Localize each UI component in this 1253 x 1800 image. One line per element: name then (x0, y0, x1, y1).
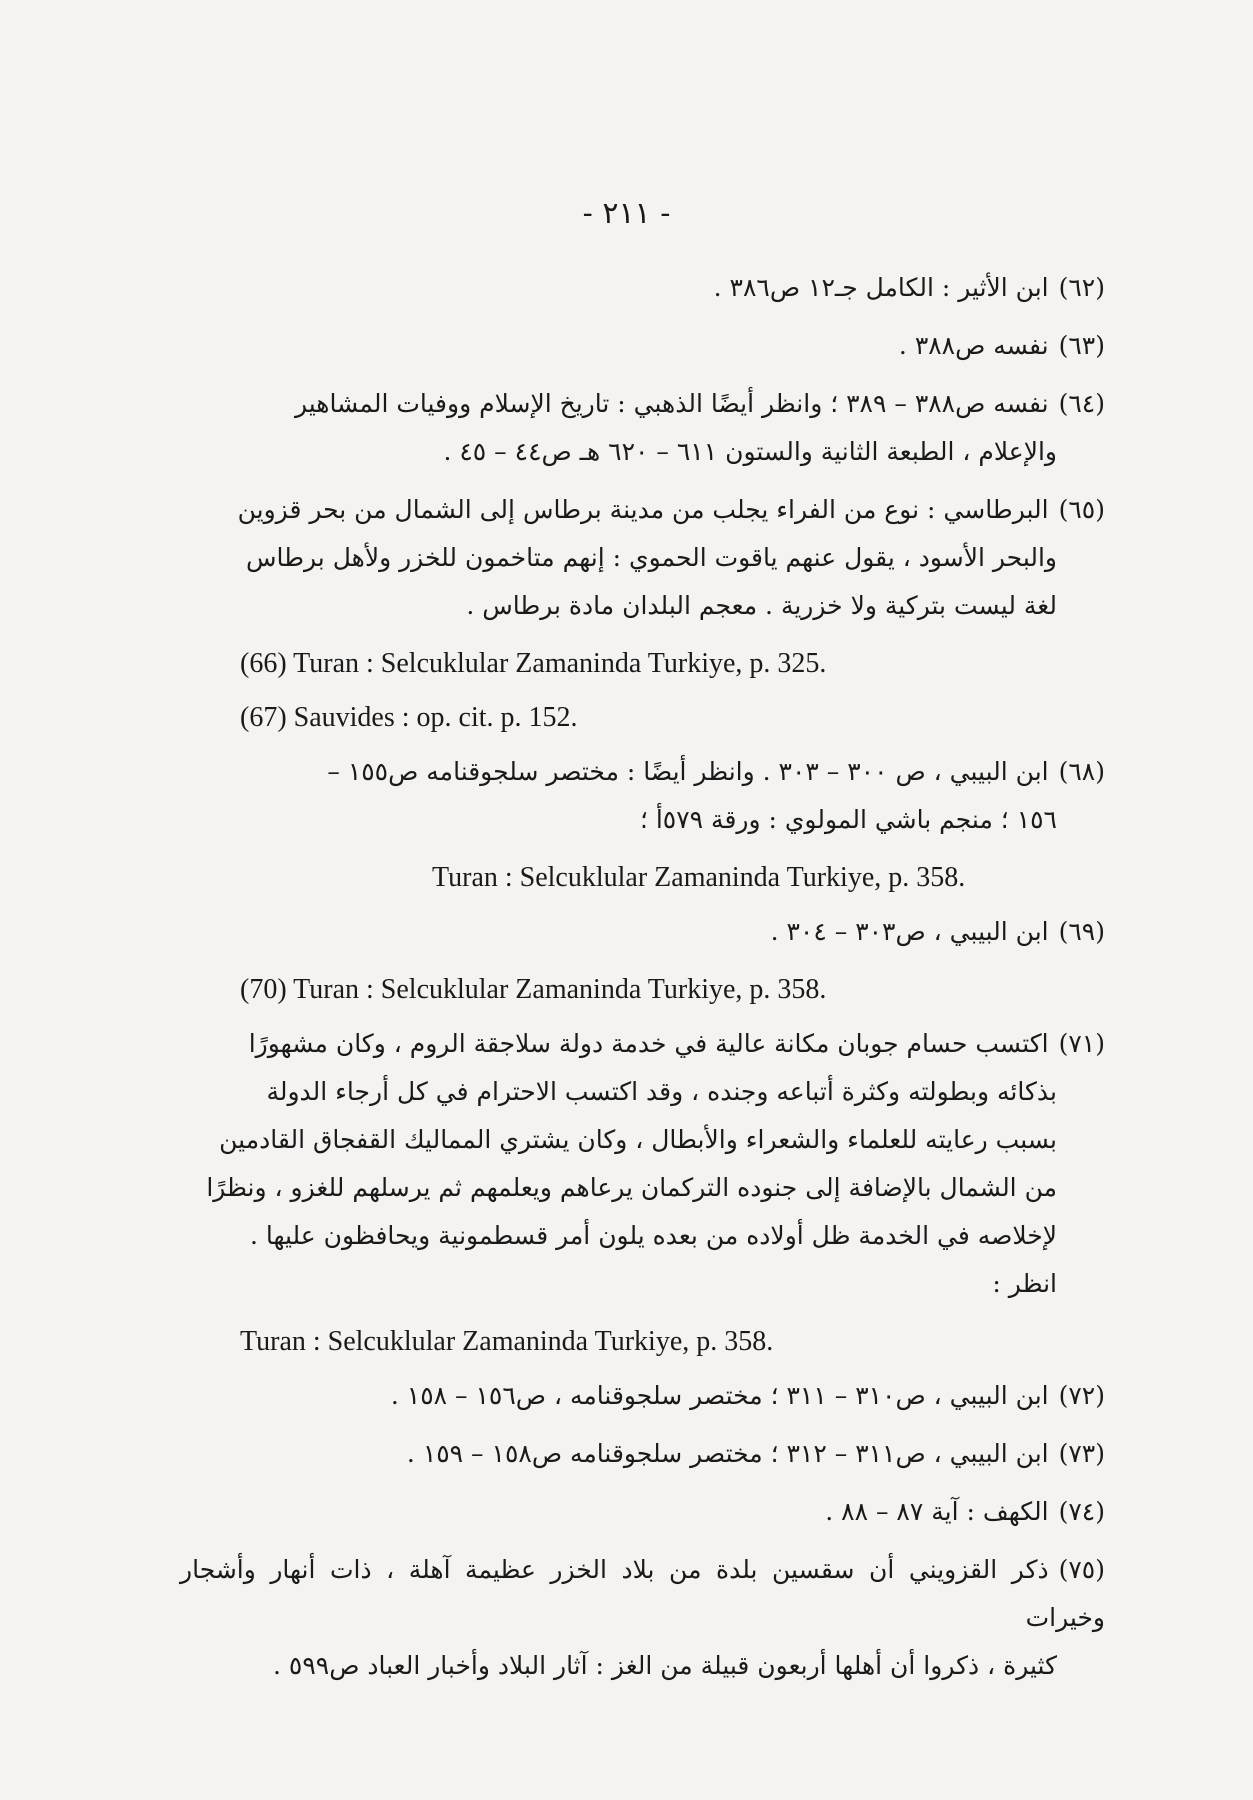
footnote-text: ذكر القزويني أن سقسين بلدة من بلاد الخزر عظيمة آهلة ، ذات أنهار وأشجار وخيرات (180, 1555, 1105, 1632)
footnote-66: (66) Turan : Selcuklular Zamaninda Turkiye, p. 325. (240, 648, 827, 679)
footnote-63 (0, 322, 1253, 370)
footnote-text: بسبب رعايته للعلماء والشعراء والأبطال ، وكان يشتري المماليك القفجاق القادمين (219, 1125, 1057, 1154)
footnote-number: (٧٣) (1058, 1439, 1105, 1468)
footnote-text: من الشمال بالإضافة إلى جنوده التركمان يرعاهم ويعلمهم ثم يرسلهم للغزو ، ونظرًا (206, 1173, 1057, 1202)
footnote-number: (٦٣) (1058, 331, 1105, 360)
footnote-number: (٦٨) (1058, 757, 1105, 786)
footnote-number: (٧٤) (1058, 1497, 1105, 1526)
footnote-number: (٧١) (1058, 1029, 1105, 1058)
footnote-number: (٧٢) (1058, 1381, 1105, 1410)
footnote-67: (67) Sauvides : op. cit. p. 152. (240, 702, 578, 733)
footnote-71-latin-citation: Turan : Selcuklular Zamaninda Turkiye, p. 358. (240, 1326, 774, 1357)
footnote-74 (0, 1488, 1253, 1536)
footnote-number: (٦٢) (1058, 273, 1105, 302)
footnote-text: والإعلام ، الطبعة الثانية والستون ٦١١ – ٦٢٠ هـ ص٤٤ – ٤٥ . (443, 437, 1057, 466)
footnote-75 (0, 1546, 1253, 1690)
footnote-69 (0, 908, 1253, 956)
footnote-text: ابن البيبي ، ص٣٠٣ – ٣٠٤ . (770, 917, 1049, 946)
footnote-text: ابن البيبي ، ص ٣٠٠ – ٣٠٣ . وانظر أيضًا : مختصر سلجوقنامه ص١٥٥ – (327, 757, 1049, 786)
footnote-text: البرطاسي : نوع من الفراء يجلب من مدينة برطاس إلى الشمال من بحر قزوين (237, 495, 1049, 524)
footnotes (0, 258, 1253, 1700)
footnote-text: كثيرة ، ذكروا أن أهلها أربعون قبيلة من الغز : آثار البلاد وأخبار العباد ص٥٩٩ . (273, 1651, 1057, 1680)
footnote-text: ابن الأثير : الكامل جـ١٢ ص٣٨٦ . (713, 273, 1049, 302)
footnote-text: اكتسب حسام جوبان مكانة عالية في خدمة دولة سلاجقة الروم ، وكان مشهورًا (248, 1029, 1049, 1058)
footnote-62 (0, 264, 1253, 312)
footnote-70: (70) Turan : Selcuklular Zamaninda Turkiye, p. 358. (240, 974, 827, 1005)
footnote-number: (٧٥) (1058, 1555, 1105, 1584)
footnote-68 (0, 748, 1253, 844)
footnote-72 (0, 1372, 1253, 1420)
footnote-68-latin-citation: Turan : Selcuklular Zamaninda Turkiye, p. 358. (432, 862, 966, 893)
footnote-71 (0, 1020, 1253, 1308)
footnote-text: لإخلاصه في الخدمة ظل أولاده من بعده يلون أمر قسطمونية ويحافظون عليها . (249, 1221, 1057, 1250)
page-number: - ٢١١ - (582, 196, 671, 231)
footnote-number: (٦٥) (1058, 495, 1105, 524)
footnote-73 (0, 1430, 1253, 1478)
footnote-text: بذكائه وبطولته وكثرة أتباعه وجنده ، وقد اكتسب الاحترام في كل أرجاء الدولة (266, 1077, 1057, 1106)
footnote-text: ابن البيبي ، ص٣١١ – ٣١٢ ؛ مختصر سلجوقنامه ص١٥٨ – ١٥٩ . (406, 1439, 1049, 1468)
footnote-text: الكهف : آية ٨٧ – ٨٨ . (825, 1497, 1049, 1526)
footnote-text: والبحر الأسود ، يقول عنهم ياقوت الحموي : إنهم متاخمون للخزر ولأهل برطاس (245, 543, 1057, 572)
footnote-text: نفسه ص٣٨٨ – ٣٨٩ ؛ وانظر أيضًا الذهبي : تاريخ الإسلام ووفيات المشاهير (294, 389, 1049, 418)
footnote-number: (٦٤) (1058, 389, 1105, 418)
footnote-text: انظر : (992, 1269, 1057, 1298)
footnote-number: (٦٩) (1058, 917, 1105, 946)
footnote-text: لغة ليست بتركية ولا خزرية . معجم البلدان مادة برطاس . (466, 591, 1057, 620)
footnote-64 (0, 380, 1253, 476)
footnote-text: ابن البيبي ، ص٣١٠ – ٣١١ ؛ مختصر سلجوقنامه ، ص١٥٦ – ١٥٨ . (390, 1381, 1049, 1410)
footnote-text: ١٥٦ ؛ منجم باشي المولوي : ورقة ٥٧٩أ ؛ (639, 805, 1057, 834)
footnote-65 (0, 486, 1253, 630)
footnote-text: نفسه ص٣٨٨ . (898, 331, 1049, 360)
